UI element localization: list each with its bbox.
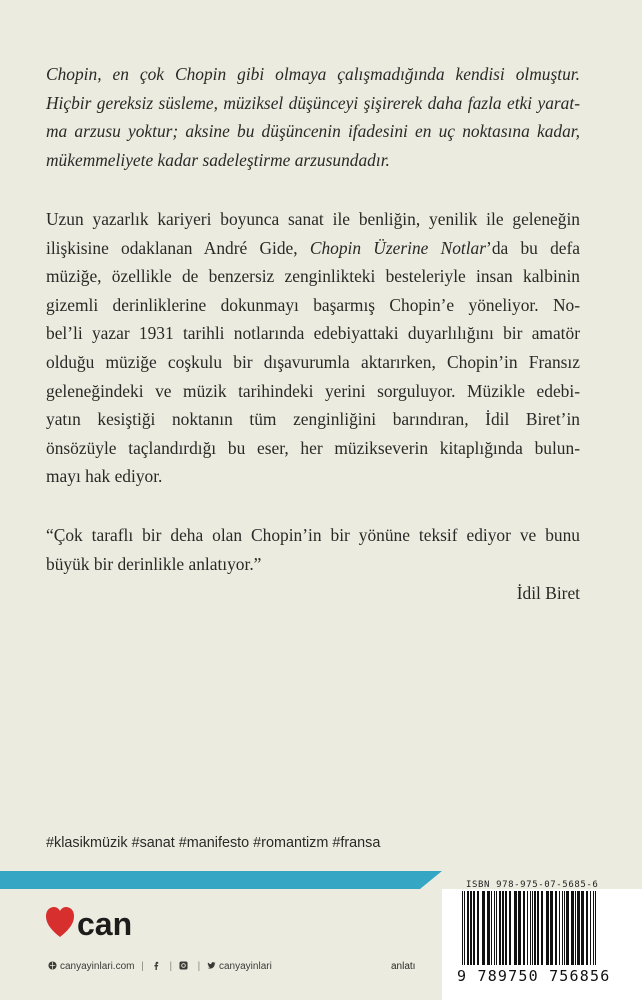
barcode-bar <box>534 891 536 965</box>
barcode-bar <box>577 891 580 965</box>
barcode-bar <box>581 891 584 965</box>
barcode-bar <box>502 891 504 965</box>
barcode-bar <box>541 891 543 965</box>
barcode-bar <box>464 891 465 965</box>
barcode-bar <box>550 891 553 965</box>
globe-icon <box>48 961 57 970</box>
barcode-bar <box>487 891 490 965</box>
barcode-bar <box>467 891 469 965</box>
barcode-bar <box>499 891 501 965</box>
barcode-bar <box>477 891 479 965</box>
publisher-logo <box>46 905 156 941</box>
quote-line: “Çok taraflı bir deha olan Chopin’in bir yönüne teksif ediyor ve bunu <box>46 525 580 545</box>
barcode-bar <box>566 891 569 965</box>
social-handle[interactable]: canyayinlari <box>219 961 272 972</box>
barcode-bar <box>530 891 531 965</box>
barcode-bar <box>575 891 576 965</box>
barcode-bar <box>555 891 557 965</box>
description-line: yatın kesiştiği noktanın tüm zenginliğini barındıran, İdil Biret’in <box>46 409 580 430</box>
barcode-bar <box>571 891 574 965</box>
barcode-bar <box>532 891 533 965</box>
barcode-bar <box>564 891 565 965</box>
barcode-bar <box>586 891 588 965</box>
description-text: ilişkisine odaklanan André Gide, <box>46 237 310 258</box>
footer-links: canyayinlari.com | | | canyayinlari <box>48 961 272 972</box>
book-title: Chopin Üzerine Notlar <box>309 237 487 258</box>
barcode-bar <box>505 891 507 965</box>
barcode-digits: 9 789750 756856 <box>457 967 611 985</box>
barcode-bar <box>509 891 511 965</box>
facebook-icon[interactable] <box>151 961 160 970</box>
barcode-bar <box>470 891 472 965</box>
description-line: olduğu müziğe coşkulu bir dışavurumla aktarırken, Chopin’in Fransız <box>46 351 580 372</box>
twitter-icon[interactable] <box>207 961 216 970</box>
barcode-bar <box>491 891 492 965</box>
barcode-bar <box>482 891 485 965</box>
description-line: geleneğindeki ve müzik tarihindeki yerini sorguluyor. Müzikle edebi- <box>46 380 580 401</box>
description-text: ’da bu defa <box>486 237 581 258</box>
description-line: Uzun yazarlık kariyeri boyunca sanat ile benliğin, yenilik ile geleneğin <box>46 209 580 229</box>
description-line: gizemli derinliklerine dokunmayı başarmış Chopin’e yöneliyor. No- <box>46 294 580 315</box>
description-line: mayı hak ediyor. <box>46 466 163 487</box>
description-line: bel’li yazar 1931 tarihli notlarında edebiyattaki duyarlılığını bir amatör <box>46 323 580 344</box>
intro-line: Chopin, en çok Chopin gibi olmaya çalışmadığında kendisi olmuştur. <box>46 64 580 84</box>
barcode-bar <box>590 891 591 965</box>
logo-text: can <box>77 906 133 942</box>
barcode-bar <box>527 891 528 965</box>
barcode <box>460 891 626 969</box>
imprint-label: anlatı <box>391 961 416 972</box>
intro-line: mükemmeliyete kadar sadeleştirme arzusundadır. <box>46 149 390 170</box>
isbn-label: ISBN 978-975-07-5685-6 <box>466 880 599 890</box>
intro-line: ma arzusu yoktur; aksine bu düşüncenin ifadesini en uç noktasına kadar, <box>46 121 580 142</box>
intro-line: Hiçbir gereksiz süsleme, müziksel düşünceyi şişirerek daha fazla etki yarat- <box>46 92 580 113</box>
heart-icon <box>46 907 74 937</box>
quote-author: İdil Biret <box>516 583 580 603</box>
barcode-bar <box>559 891 560 965</box>
barcode-bar <box>593 891 594 965</box>
barcode-bar <box>537 891 539 965</box>
instagram-icon[interactable] <box>179 961 188 970</box>
barcode-bar <box>473 891 475 965</box>
barcode-bar <box>595 891 596 965</box>
description-paragraph <box>46 205 580 491</box>
website-link[interactable]: canyayinlari.com <box>60 961 135 972</box>
quote-paragraph <box>46 521 580 578</box>
barcode-bar <box>494 891 495 965</box>
barcode-bar <box>514 891 517 965</box>
barcode-bar <box>523 891 525 965</box>
barcode-bar <box>496 891 497 965</box>
barcode-bar <box>462 891 463 965</box>
description-line: önsözüyle taçlandırdığı bu eser, her müzikseverin kitaplığında bulun- <box>46 437 580 458</box>
barcode-bar <box>518 891 521 965</box>
description-line <box>46 234 580 263</box>
intro-paragraph <box>46 60 580 174</box>
hashtags: #klasikmüzik #sanat #manifesto #romantizm #fransa <box>46 835 381 851</box>
quote-line: büyük bir derinlikle anlatıyor.” <box>46 553 262 574</box>
description-line: müziğe, özellikle de benzersiz zenginlikteki besteleriyle insan kalbinin <box>46 266 580 287</box>
barcode-bar <box>546 891 549 965</box>
barcode-bar <box>562 891 563 965</box>
